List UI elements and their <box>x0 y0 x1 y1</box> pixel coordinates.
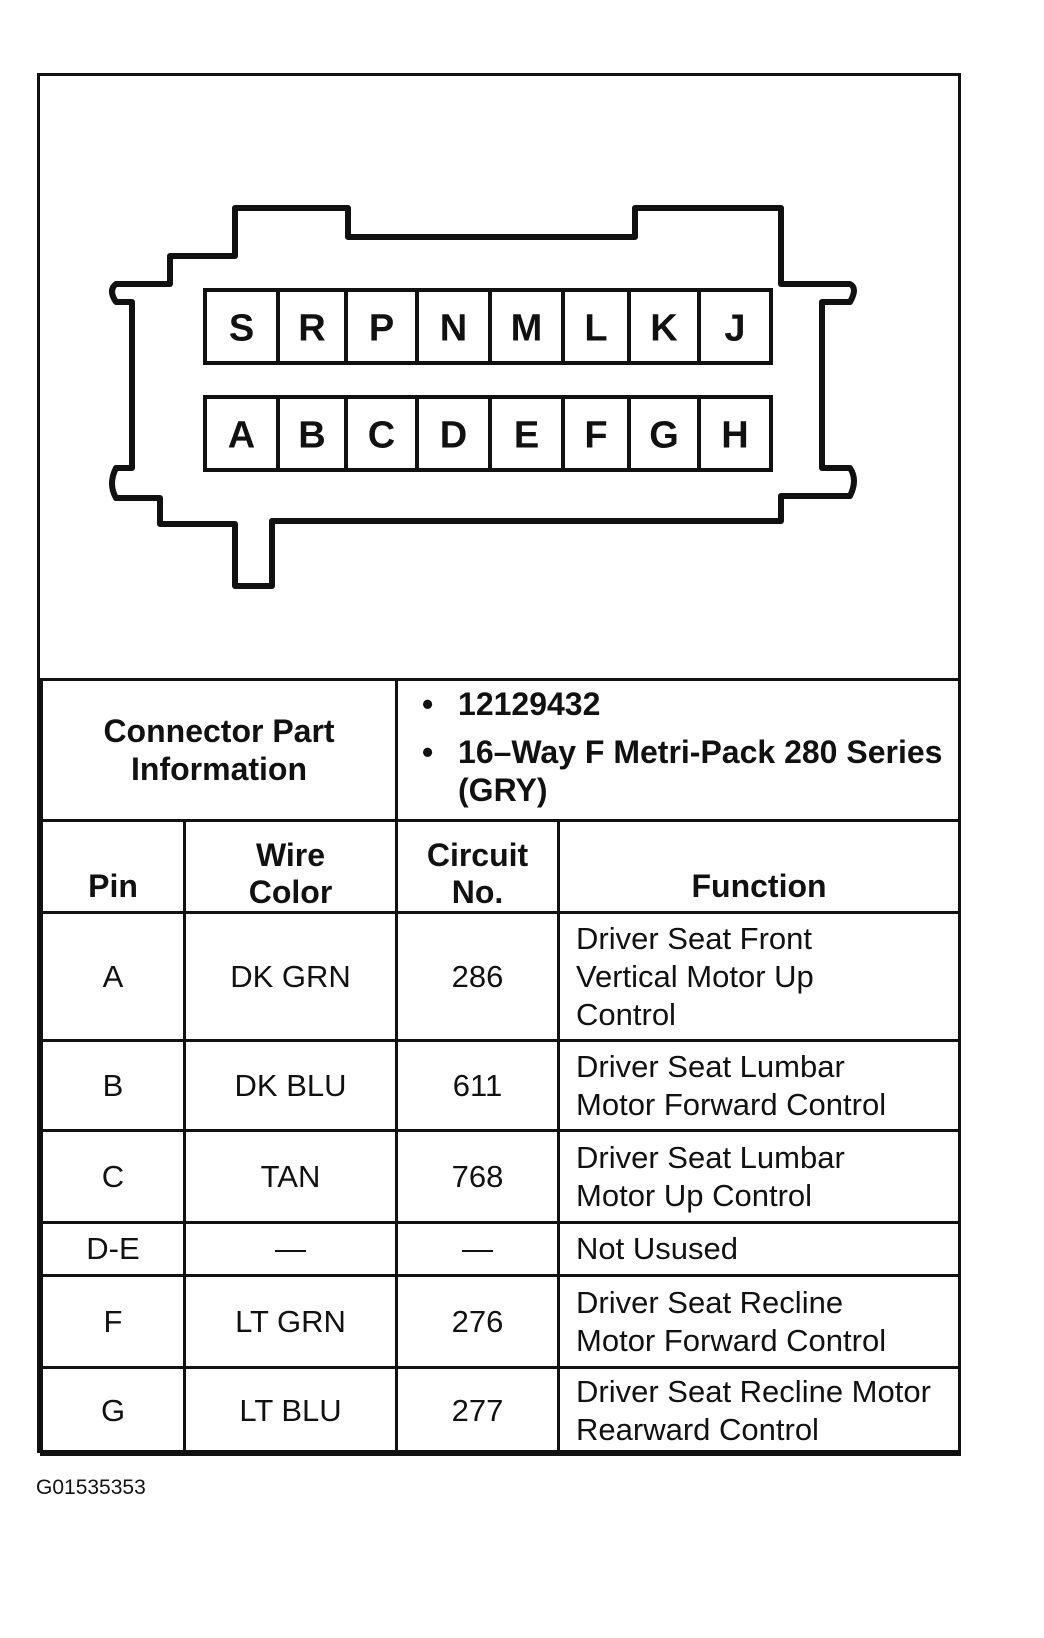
function-cell: Not Usused <box>559 1223 960 1276</box>
part-number: 12129432 <box>458 686 601 722</box>
table-row <box>42 1368 960 1455</box>
pin-label: A <box>227 414 256 457</box>
pin-cell: C <box>42 1131 185 1223</box>
bullet-icon: • <box>422 734 434 770</box>
pin-cell: D-E <box>42 1223 185 1276</box>
pin-label: C <box>367 414 396 457</box>
connector-diagram <box>40 76 958 678</box>
wire-color-cell: DK GRN <box>185 913 397 1041</box>
function-cell: Driver Seat Recline Motor Rearward Control <box>559 1368 960 1455</box>
pin-cell: F <box>42 1276 185 1368</box>
function-cell: Driver Seat Recline Motor Forward Control <box>559 1276 960 1368</box>
circuit-cell: 611 <box>397 1041 559 1131</box>
pin-label: D <box>439 414 468 457</box>
pin-cell: G <box>42 1368 185 1455</box>
wire-color-cell: — <box>185 1223 397 1276</box>
pin-label: F <box>584 414 608 457</box>
pin-label: B <box>298 414 326 457</box>
pin-label: L <box>584 307 608 350</box>
pin-label: M <box>510 307 543 350</box>
header-function: Function <box>559 821 960 913</box>
pin-label: K <box>650 307 678 350</box>
table-row <box>42 1223 960 1276</box>
circuit-cell: 276 <box>397 1276 559 1368</box>
bullet-icon: • <box>422 686 434 722</box>
header-pin: Pin <box>42 821 185 913</box>
wire-color-cell: DK BLU <box>185 1041 397 1131</box>
table-row <box>42 913 960 1041</box>
pin-label: R <box>298 307 326 350</box>
pin-label: H <box>721 414 749 457</box>
table-row <box>42 1041 960 1131</box>
part-description: 16–Way F Metri-Pack 280 Series (GRY) <box>458 734 943 808</box>
pin-label: G <box>649 414 679 457</box>
table-row <box>42 1276 960 1368</box>
part-info-label: Connector Part Information <box>42 680 397 821</box>
pin-label: S <box>228 307 255 350</box>
header-circuit-no: Circuit No. <box>397 821 559 913</box>
part-info-item <box>422 733 958 809</box>
connector-outline-svg <box>40 76 958 678</box>
pin-cell: A <box>42 913 185 1041</box>
table-row <box>42 1131 960 1223</box>
connector-info-table <box>40 678 961 1456</box>
pin-label: J <box>724 307 746 350</box>
circuit-cell: 286 <box>397 913 559 1041</box>
pin-label: N <box>439 307 468 350</box>
header-wire-color: Wire Color <box>185 821 397 913</box>
function-cell: Driver Seat Lumbar Motor Forward Control <box>559 1041 960 1131</box>
circuit-cell: 277 <box>397 1368 559 1455</box>
function-cell: Driver Seat Lumbar Motor Up Control <box>559 1131 960 1223</box>
part-info-row <box>42 680 960 821</box>
top-pin-row <box>205 290 771 363</box>
part-info-values <box>397 680 960 821</box>
bottom-pin-row <box>205 397 771 470</box>
wire-color-cell: TAN <box>185 1131 397 1223</box>
pin-cell: B <box>42 1041 185 1131</box>
header-row <box>42 821 960 913</box>
connector-frame <box>37 73 961 1453</box>
pin-label: P <box>368 307 395 350</box>
part-info-item <box>422 685 958 723</box>
circuit-cell: — <box>397 1223 559 1276</box>
wire-color-cell: LT BLU <box>185 1368 397 1455</box>
pin-label: E <box>513 414 540 457</box>
figure-id: G01535353 <box>36 1476 146 1499</box>
function-cell: Driver Seat Front Vertical Motor Up Control <box>559 913 960 1041</box>
wire-color-cell: LT GRN <box>185 1276 397 1368</box>
circuit-cell: 768 <box>397 1131 559 1223</box>
